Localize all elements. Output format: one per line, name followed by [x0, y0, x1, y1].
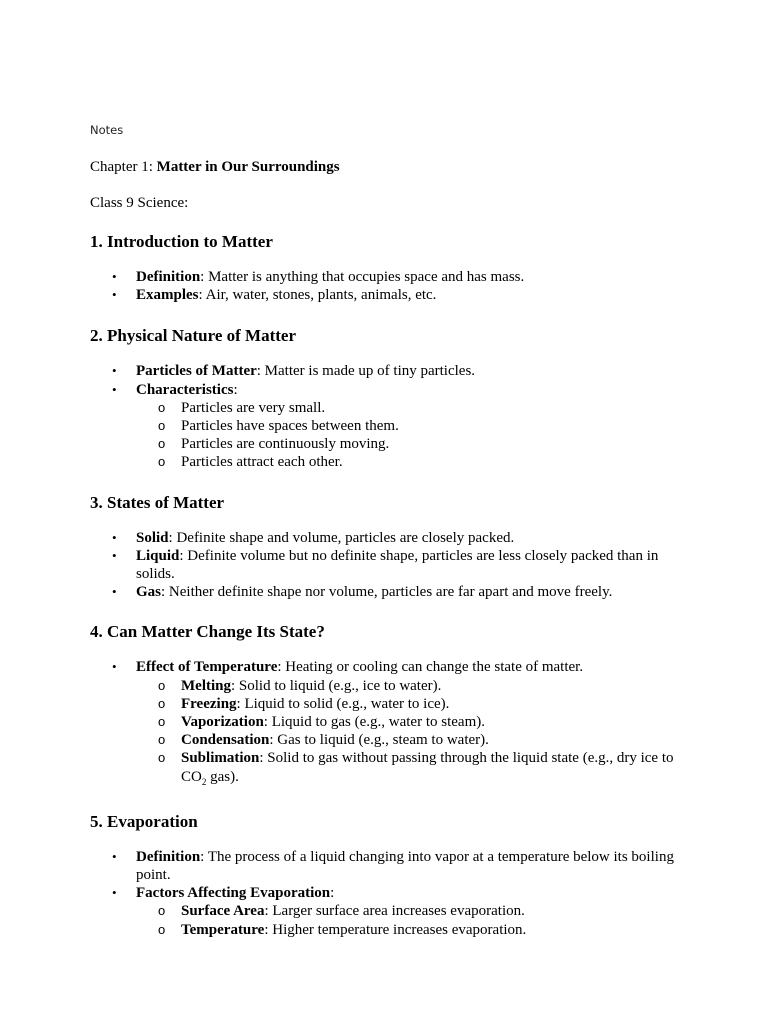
- list-item: [90, 884, 690, 939]
- item-text: : Neither definite shape nor volume, particles are far apart and move freely.: [161, 584, 613, 601]
- bullet-icon: •: [112, 584, 117, 600]
- bullet-list: [90, 268, 690, 304]
- sub-bullet-icon: o: [158, 750, 166, 766]
- section-heading: 5. Evaporation: [90, 811, 198, 831]
- section-heading: 2. Physical Nature of Matter: [90, 326, 296, 346]
- sub-bullet-icon: o: [158, 714, 166, 730]
- bullet-icon: •: [112, 287, 117, 303]
- section-heading: 4. Can Matter Change Its State?: [90, 622, 325, 642]
- bullet-icon: •: [112, 381, 117, 397]
- chapter-title: Matter in Our Surroundings: [156, 159, 340, 175]
- item-term: Solid: [136, 529, 169, 546]
- sub-list-item: [136, 749, 690, 790]
- sub-list-item: [136, 713, 690, 731]
- sub-item-text: Particles are very small.: [181, 399, 326, 416]
- section-evaporation: [90, 812, 690, 939]
- sub-item-text: Particles attract each other.: [181, 454, 343, 471]
- sub-list-item: [136, 695, 690, 713]
- sub-bullet-icon: o: [158, 903, 166, 919]
- sub-list-item: [136, 453, 690, 471]
- item-term: Examples: [136, 287, 199, 304]
- sub-list-item: [136, 435, 690, 453]
- sub-item-text: : Liquid to gas (e.g., water to steam).: [263, 714, 485, 731]
- sub-item-term: Condensation: [181, 732, 270, 749]
- sub-list: [136, 677, 690, 791]
- sub-list: [136, 902, 690, 938]
- sub-item-text: : Larger surface area increases evaporation.: [264, 903, 525, 920]
- bullet-icon: •: [112, 529, 117, 545]
- bullet-icon: •: [112, 363, 117, 379]
- sub-item-text: : Solid to gas without passing through the liquid state (e.g., dry ice to CO: [181, 750, 674, 785]
- sub-list: [136, 399, 690, 472]
- bullet-list: [90, 658, 690, 790]
- item-term: Particles of Matter: [136, 363, 257, 380]
- item-term: Liquid: [136, 547, 180, 564]
- sub-bullet-icon: o: [158, 399, 166, 415]
- sub-bullet-icon: o: [158, 695, 166, 711]
- sub-item-text: Particles are continuously moving.: [181, 436, 390, 453]
- list-item: [90, 547, 690, 583]
- bullet-list: [90, 529, 690, 602]
- item-text: : The process of a liquid changing into vapor at a temperature below its boiling point.: [136, 848, 674, 884]
- document-content: [90, 232, 690, 939]
- item-text: : Matter is made up of tiny particles.: [256, 363, 476, 380]
- sub-list-item: [136, 677, 690, 695]
- sub-bullet-icon: o: [158, 677, 166, 693]
- sub-item-text: Particles have spaces between them.: [181, 418, 399, 435]
- sub-list-item: [136, 921, 690, 939]
- subscript-2: 2: [201, 776, 207, 787]
- sub-item-text-after: gas).: [206, 768, 239, 785]
- item-term: Factors Affecting Evaporation: [136, 885, 331, 902]
- item-term: Effect of Temperature: [136, 659, 278, 676]
- sub-bullet-icon: o: [158, 436, 166, 452]
- section-heading: 3. States of Matter: [90, 492, 225, 512]
- section-states-of-matter: [90, 493, 690, 602]
- sub-item-text: : Liquid to solid (e.g., water to ice).: [236, 695, 450, 712]
- section-physical-nature: [90, 326, 690, 471]
- list-item: [90, 583, 690, 601]
- sub-item-term: Sublimation: [181, 750, 260, 767]
- item-text: : Definite volume but no definite shape, particles are less closely packed than in solids.: [136, 547, 659, 583]
- item-term: Characteristics: [136, 381, 234, 398]
- bullet-icon: •: [112, 269, 117, 284]
- sub-item-term: Freezing: [181, 695, 237, 712]
- sub-bullet-icon: o: [158, 732, 166, 748]
- list-item: [90, 381, 690, 472]
- sub-bullet-icon: o: [158, 454, 166, 470]
- sub-item-text: : Solid to liquid (e.g., ice to water).: [231, 677, 442, 694]
- class-line: Class 9 Science:: [90, 195, 189, 211]
- item-text: :: [330, 885, 335, 902]
- sub-list-item: [136, 731, 690, 749]
- sub-item-term: Surface Area: [181, 903, 265, 920]
- sub-item-term: Vaporization: [181, 714, 264, 731]
- sub-bullet-icon: o: [158, 418, 166, 434]
- sub-list-item: [136, 417, 690, 435]
- section-change-state: [90, 622, 690, 790]
- sub-item-text: : Gas to liquid (e.g., steam to water).: [269, 732, 489, 749]
- sub-item-term: Temperature: [181, 921, 265, 938]
- sub-item-text: : Higher temperature increases evaporation.: [264, 921, 527, 938]
- sub-list-item: [136, 399, 690, 417]
- bullet-icon: •: [112, 848, 117, 864]
- bullet-icon: •: [112, 659, 117, 675]
- notes-label: Notes: [90, 123, 124, 137]
- list-item: [90, 848, 690, 884]
- bullet-list: [90, 362, 690, 471]
- section-heading: 1. Introduction to Matter: [90, 232, 273, 251]
- item-text: :: [233, 381, 238, 398]
- list-item: [90, 658, 690, 790]
- chapter-prefix: Chapter 1:: [90, 159, 157, 175]
- item-term: Definition: [136, 269, 201, 285]
- item-text: : Heating or cooling can change the state of matter.: [277, 659, 584, 676]
- item-term: Definition: [136, 848, 201, 865]
- sub-bullet-icon: o: [158, 921, 166, 937]
- item-term: Gas: [136, 584, 162, 601]
- sub-item-term: Melting: [181, 677, 231, 694]
- item-text: : Matter is anything that occupies space and has mass.: [200, 269, 525, 285]
- section-introduction: [90, 232, 690, 304]
- bullet-icon: •: [112, 547, 117, 563]
- sub-list-item: [136, 902, 690, 920]
- bullet-list: [90, 848, 690, 939]
- list-item: [90, 362, 690, 380]
- chapter-line: [90, 159, 340, 176]
- item-text: : Definite shape and volume, particles are closely packed.: [168, 529, 515, 546]
- list-item: [90, 286, 690, 304]
- list-item: [90, 529, 690, 547]
- list-item: [90, 268, 690, 286]
- bullet-icon: •: [112, 885, 117, 901]
- item-text: : Air, water, stones, plants, animals, etc.: [198, 287, 437, 304]
